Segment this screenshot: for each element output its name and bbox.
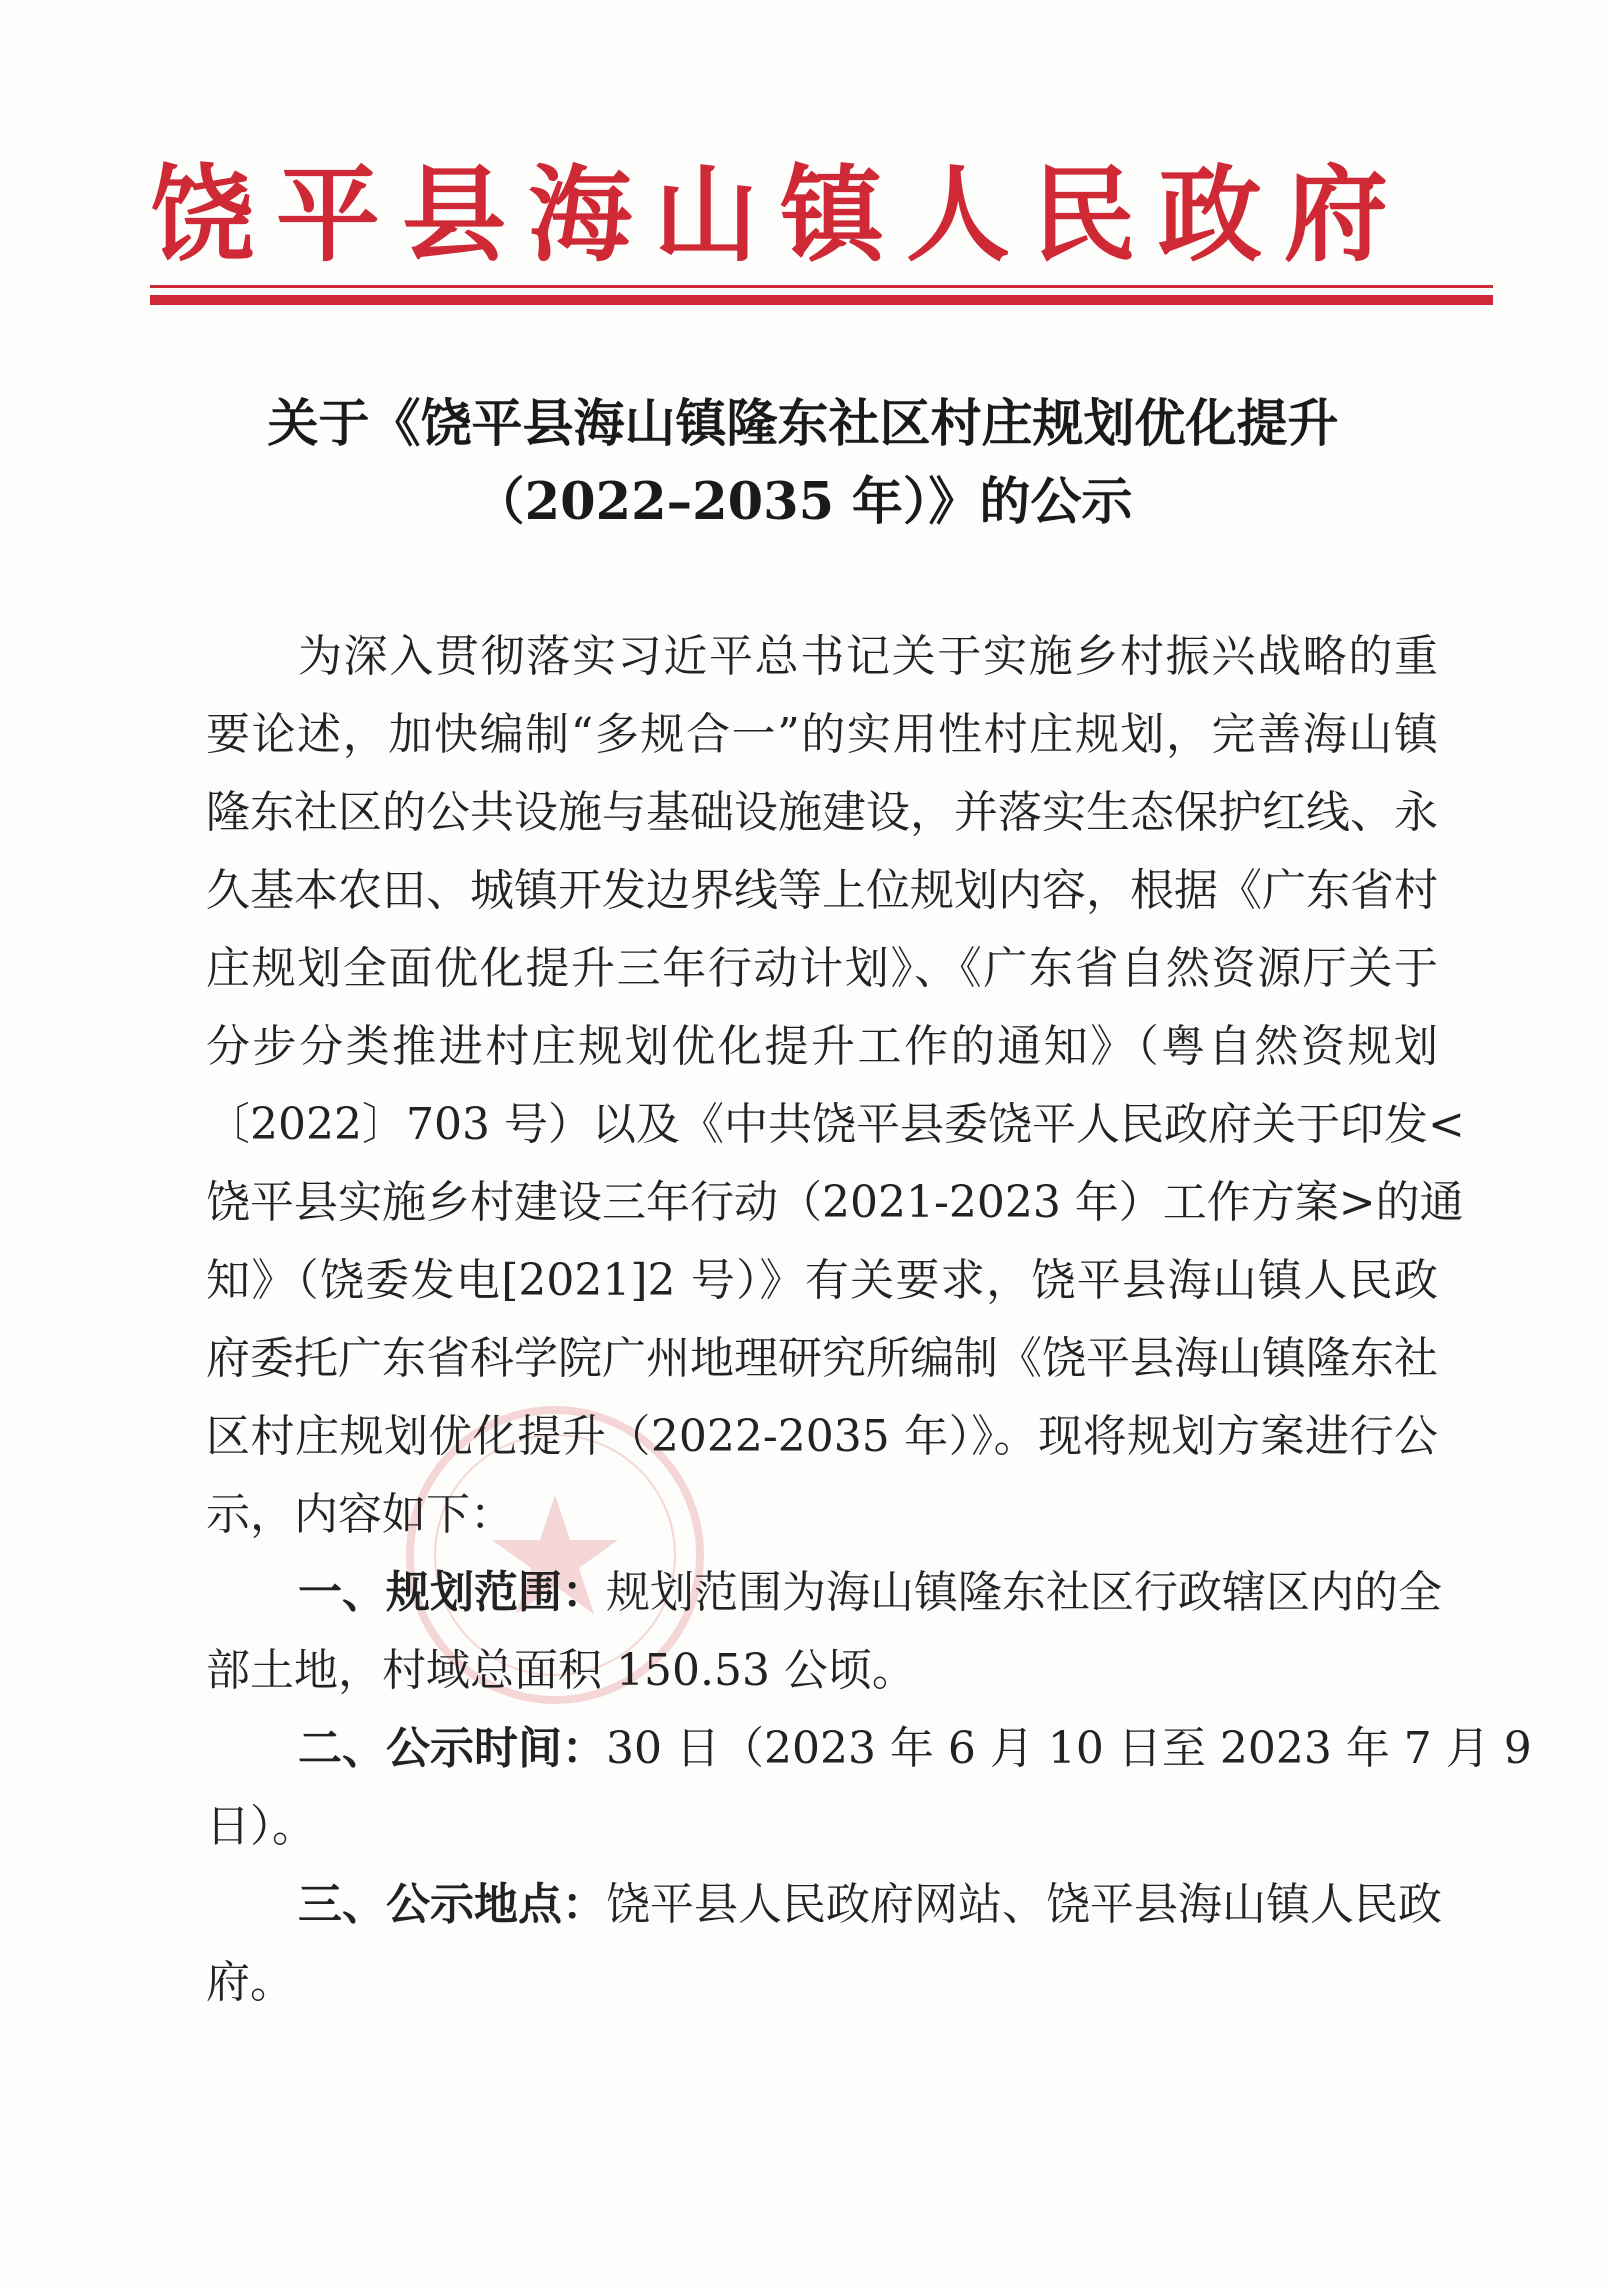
letterhead-rule-thick xyxy=(150,295,1493,305)
item-planning-scope-text: 规划范围为海山镇隆东社区行政辖区内的全 xyxy=(606,1567,1442,1618)
body-line: 饶平县实施乡村建设三年行动（2021-2023 年）工作方案>的通 xyxy=(206,1177,1464,1228)
body-line: 为深入贯彻落实习近平总书记关于实施乡村振兴战略的重 xyxy=(298,631,1438,682)
item-planning-scope-cont: 部土地，村域总面积 150.53 公顷。 xyxy=(206,1645,916,1696)
item-publicity-period-cont: 日）。 xyxy=(206,1801,316,1852)
item-planning-scope-label: 一、规划范围： xyxy=(298,1567,606,1618)
item-planning-scope xyxy=(206,1554,1442,1632)
letterhead-rule-thin xyxy=(150,285,1493,288)
item-publicity-location-label: 三、公示地点： xyxy=(298,1879,606,1930)
body-line: 〔2022〕703 号）以及《中共饶平县委饶平人民政府关于印发< xyxy=(206,1099,1465,1150)
item-publicity-period-text: 30 日（2023 年 6 月 10 日至 2023 年 7 月 9 xyxy=(606,1723,1532,1774)
notice-title-line-2: （2022–2035 年）》的公示 xyxy=(473,472,1133,532)
notice-body xyxy=(206,618,1532,2022)
body-line: 知》（饶委发电[2021]2 号）》有关要求，饶平县海山镇人民政 xyxy=(206,1255,1438,1306)
body-line: 分步分类推进村庄规划优化提升工作的通知》（粤自然资规划 xyxy=(206,1021,1438,1072)
body-line: 示，内容如下： xyxy=(206,1489,514,1540)
item-publicity-location-text: 饶平县人民政府网站、饶平县海山镇人民政 xyxy=(606,1879,1442,1930)
notice-title-line-1: 关于《饶平县海山镇隆东社区村庄规划优化提升 xyxy=(267,394,1339,454)
letterhead-org-name: 饶平县海山镇人民政府 xyxy=(150,154,1411,276)
body-line: 要论述，加快编制“多规合一”的实用性村庄规划，完善海山镇 xyxy=(206,709,1438,760)
item-publicity-period-label: 二、公示时间： xyxy=(298,1723,606,1774)
body-line: 隆东社区的公共设施与基础设施建设，并落实生态保护红线、永 xyxy=(206,787,1438,838)
item-publicity-location xyxy=(206,1866,1442,1944)
body-line: 区村庄规划优化提升（2022-2035 年）》。现将规划方案进行公 xyxy=(206,1411,1438,1462)
notice-title xyxy=(160,385,1446,541)
body-line: 久基本农田、城镇开发边界线等上位规划内容，根据《广东省村 xyxy=(206,865,1438,916)
body-line: 府委托广东省科学院广州地理研究所编制《饶平县海山镇隆东社 xyxy=(206,1333,1438,1384)
item-publicity-period xyxy=(206,1710,1532,1788)
item-publicity-location-cont: 府。 xyxy=(206,1957,294,2008)
body-line: 庄规划全面优化提升三年行动计划》、《广东省自然资源厅关于 xyxy=(206,943,1438,994)
